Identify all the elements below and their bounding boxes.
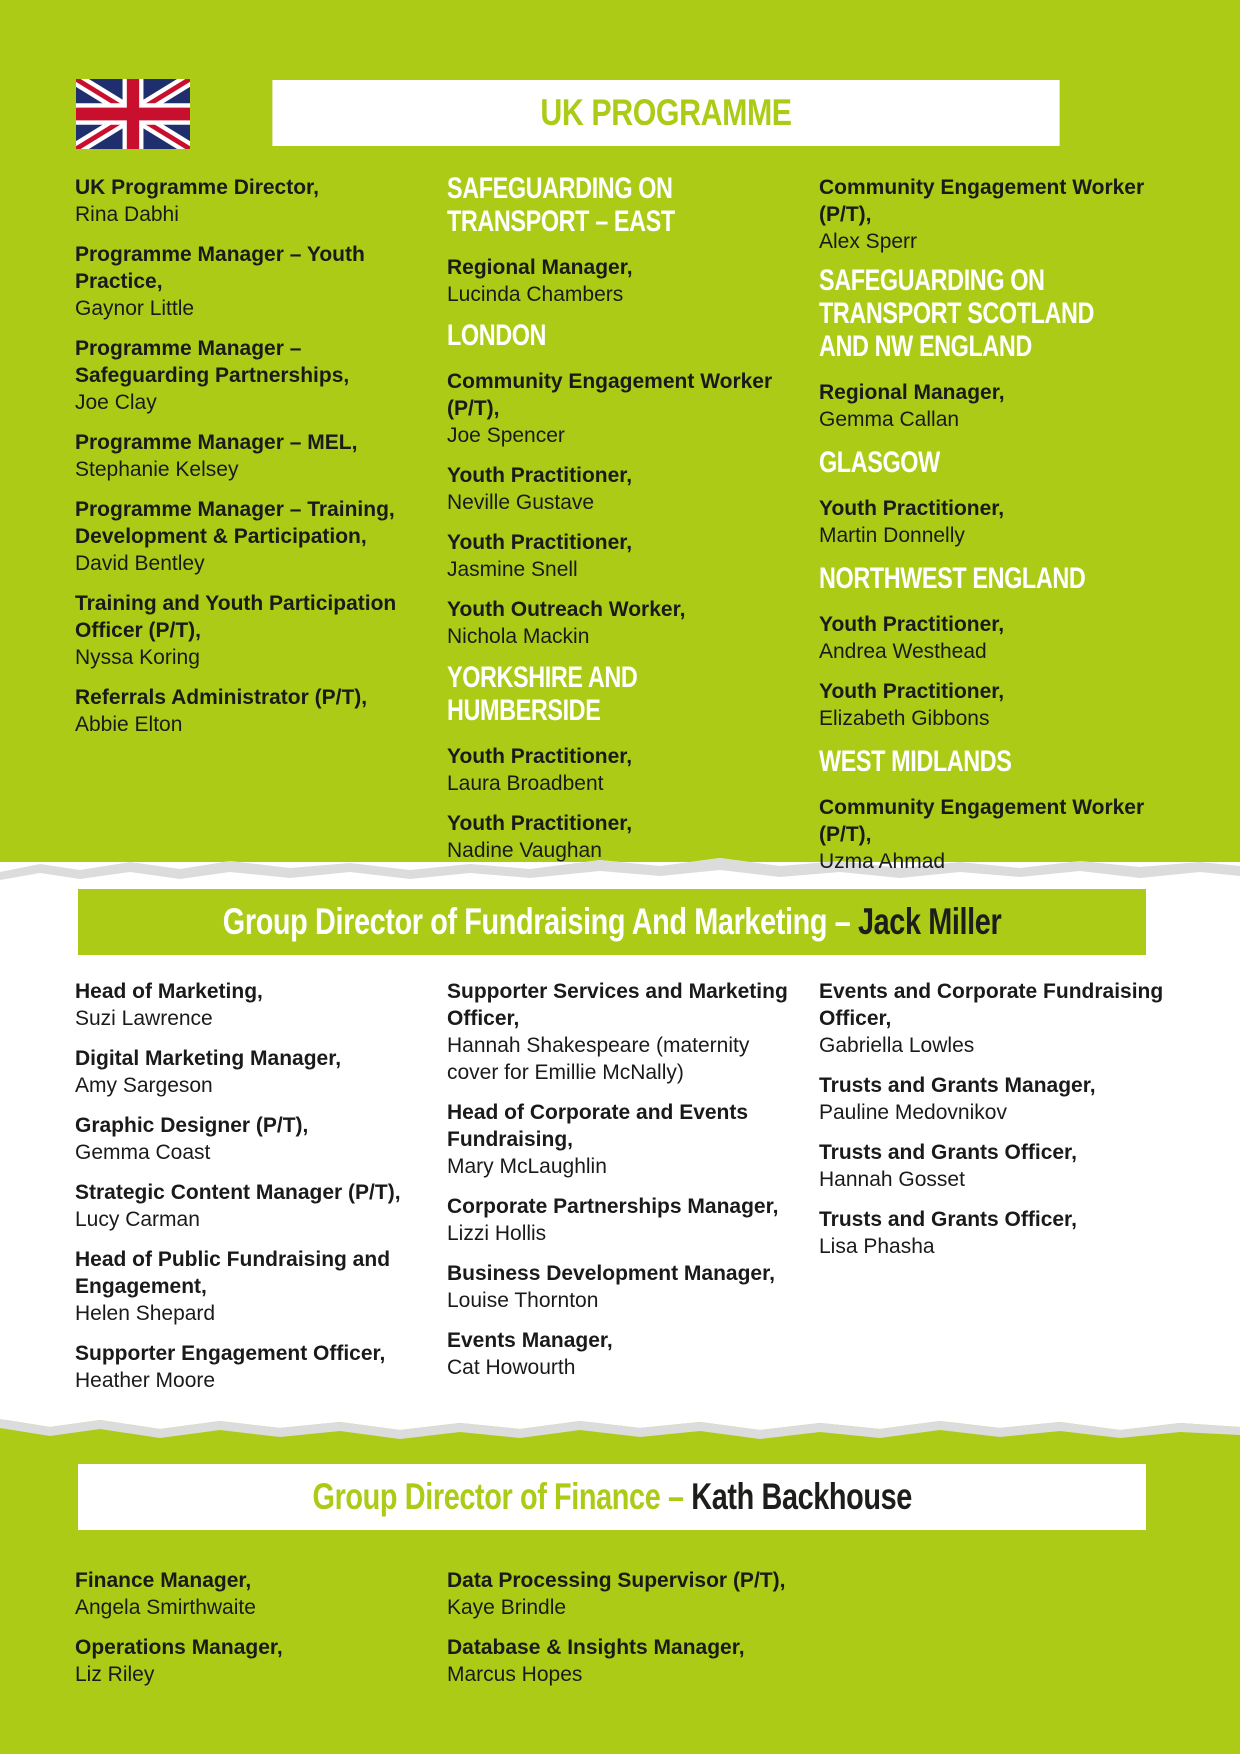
staff-name: Laura Broadbent: [447, 772, 604, 795]
staff-entry: [447, 596, 792, 650]
staff-name: Marcus Hopes: [447, 1663, 583, 1686]
uk-column-3: [819, 174, 1164, 888]
finance-title: Group Director of Finance –: [312, 1476, 684, 1517]
staff-role: Training and Youth Participation Officer (P/T),: [75, 592, 397, 642]
staff-role: Head of Public Fundraising and Engagement,: [75, 1248, 391, 1298]
staff-name: Martin Donnelly: [819, 524, 965, 547]
region-heading: NORTHWEST ENGLAND: [819, 562, 1086, 595]
staff-name: Heather Moore: [75, 1369, 216, 1392]
staff-role: Community Engagement Worker (P/T),: [819, 796, 1145, 846]
staff-name: Gaynor Little: [75, 297, 195, 320]
staff-entry: [447, 978, 792, 1086]
staff-role: Supporter Services and Marketing Officer,: [447, 980, 788, 1030]
staff-entry: [447, 743, 792, 797]
finance-column-1: [75, 1567, 420, 1701]
staff-role: Youth Practitioner,: [447, 812, 633, 835]
staff-name: Gemma Callan: [819, 408, 960, 431]
staff-entry: [75, 1179, 420, 1233]
staff-name: Pauline Medovnikov: [819, 1101, 1007, 1124]
finance-director-name: Kath Backhouse: [691, 1476, 912, 1517]
fundraising-director-name: Jack Miller: [857, 901, 1002, 942]
staff-name: Joe Clay: [75, 391, 157, 414]
staff-entry: [819, 978, 1164, 1059]
staff-name: Jasmine Snell: [447, 558, 578, 581]
staff-entry: [819, 174, 1164, 255]
staff-entry: [447, 254, 792, 308]
staff-role: Database & Insights Manager,: [447, 1636, 745, 1659]
staff-entry: [447, 1327, 792, 1381]
staff-role: Finance Manager,: [75, 1569, 252, 1592]
staff-name: Gabriella Lowles: [819, 1034, 975, 1057]
staff-name: Neville Gustave: [447, 491, 595, 514]
staff-name: Lizzi Hollis: [447, 1222, 547, 1245]
staff-entry: [75, 684, 420, 738]
staff-name: David Bentley: [75, 552, 205, 575]
staff-role: Trusts and Grants Officer,: [819, 1208, 1077, 1231]
staff-name: Lisa Phasha: [819, 1235, 935, 1258]
staff-entry: [75, 335, 420, 416]
staff-role: Trusts and Grants Manager,: [819, 1074, 1096, 1097]
uk-column-2: [447, 172, 792, 877]
staff-name: Cat Howourth: [447, 1356, 576, 1379]
staff-role: Head of Corporate and Events Fundraising,: [447, 1101, 749, 1151]
staff-name: Helen Shepard: [75, 1302, 216, 1325]
staff-entry: [447, 1193, 792, 1247]
staff-role: Graphic Designer (P/T),: [75, 1114, 309, 1137]
uk-programme-banner: [272, 80, 1059, 146]
region-heading: SAFEGUARDING ON TRANSPORT – EAST: [447, 172, 675, 238]
staff-entry: [75, 496, 420, 577]
staff-role: Youth Outreach Worker,: [447, 598, 686, 621]
staff-name: Hannah Gosset: [819, 1168, 965, 1191]
staff-role: Community Engagement Worker (P/T),: [819, 176, 1145, 226]
staff-entry: [819, 794, 1164, 875]
staff-name: Hannah Shakespeare (maternity cover for Emillie McNally): [447, 1034, 750, 1084]
staff-role: Corporate Partnerships Manager,: [447, 1195, 779, 1218]
staff-role: Youth Practitioner,: [447, 464, 633, 487]
staff-name: Amy Sargeson: [75, 1074, 213, 1097]
staff-name: Andrea Westhead: [819, 640, 987, 663]
torn-paper-divider: [0, 1405, 1240, 1453]
staff-name: Abbie Elton: [75, 713, 183, 736]
staff-name: Nadine Vaughan: [447, 839, 602, 862]
region-heading: YORKSHIRE AND HUMBERSIDE: [447, 661, 638, 727]
staff-name: Gemma Coast: [75, 1141, 211, 1164]
fundraising-title: Group Director of Fundraising And Marketing –: [222, 901, 851, 942]
staff-entry: [75, 1045, 420, 1099]
staff-entry: [75, 590, 420, 671]
staff-name: Lucinda Chambers: [447, 283, 624, 306]
staff-role: Strategic Content Manager (P/T),: [75, 1181, 401, 1204]
staff-role: Trusts and Grants Officer,: [819, 1141, 1077, 1164]
staff-name: Liz Riley: [75, 1663, 155, 1686]
fundraising-column-3: [819, 978, 1164, 1273]
staff-role: Head of Marketing,: [75, 980, 263, 1003]
finance-column-2: [447, 1567, 792, 1701]
staff-role: Data Processing Supervisor (P/T),: [447, 1569, 786, 1592]
staff-entry: [447, 1099, 792, 1180]
staff-entry: [75, 1567, 420, 1621]
staff-name: Mary McLaughlin: [447, 1155, 607, 1178]
staff-name: Lucy Carman: [75, 1208, 200, 1231]
staff-entry: [819, 1072, 1164, 1126]
staff-role: Digital Marketing Manager,: [75, 1047, 342, 1070]
staff-role: Regional Manager,: [819, 381, 1005, 404]
staff-role: Supporter Engagement Officer,: [75, 1342, 386, 1365]
uk-programme-title: UK PROGRAMME: [540, 92, 792, 133]
staff-entry: [447, 368, 792, 449]
staff-entry: [819, 678, 1164, 732]
staff-role: Programme Manager – Safeguarding Partnerships,: [75, 337, 350, 387]
fundraising-column-1: [75, 978, 420, 1407]
staff-name: Nichola Mackin: [447, 625, 590, 648]
staff-name: Alex Sperr: [819, 230, 918, 253]
staff-entry: [447, 1567, 792, 1621]
staff-name: Rina Dabhi: [75, 203, 179, 226]
staff-entry: [819, 611, 1164, 665]
fundraising-banner: [78, 889, 1146, 955]
staff-entry: [819, 1139, 1164, 1193]
staff-role: Referrals Administrator (P/T),: [75, 686, 368, 709]
staff-role: Programme Manager – MEL,: [75, 431, 358, 454]
staff-name: Uzma Ahmad: [819, 850, 946, 873]
staff-entry: [819, 379, 1164, 433]
region-heading: SAFEGUARDING ON TRANSPORT SCOTLAND AND NW ENGLAND: [819, 264, 1095, 363]
staff-role: Operations Manager,: [75, 1636, 283, 1659]
staff-role: Youth Practitioner,: [819, 680, 1005, 703]
staff-role: Youth Practitioner,: [447, 745, 633, 768]
staff-name: Joe Spencer: [447, 424, 565, 447]
staff-role: Community Engagement Worker (P/T),: [447, 370, 773, 420]
staff-entry: [75, 241, 420, 322]
staff-entry: [75, 174, 420, 228]
staff-role: Youth Practitioner,: [447, 531, 633, 554]
staff-name: Elizabeth Gibbons: [819, 707, 990, 730]
fundraising-column-2: [447, 978, 792, 1394]
staff-entry: [75, 1112, 420, 1166]
staff-entry: [447, 1260, 792, 1314]
region-heading: WEST MIDLANDS: [819, 745, 1012, 778]
staff-role: Regional Manager,: [447, 256, 633, 279]
staff-role: Youth Practitioner,: [819, 497, 1005, 520]
staff-name: Stephanie Kelsey: [75, 458, 239, 481]
staff-entry: [447, 810, 792, 864]
region-heading: GLASGOW: [819, 446, 940, 479]
staff-name: Angela Smirthwaite: [75, 1596, 256, 1619]
staff-entry: [819, 495, 1164, 549]
uk-column-1: [75, 174, 420, 751]
finance-banner: [78, 1464, 1146, 1530]
staff-entry: [447, 1634, 792, 1688]
region-heading: LONDON: [447, 319, 547, 352]
staff-entry: [75, 429, 420, 483]
staff-name: Suzi Lawrence: [75, 1007, 213, 1030]
staff-entry: [75, 1634, 420, 1688]
staff-role: Events and Corporate Fundraising Officer,: [819, 980, 1164, 1030]
staff-entry: [819, 1206, 1164, 1260]
staff-name: Kaye Brindle: [447, 1596, 567, 1619]
staff-role: Programme Manager – Training, Development & Participation,: [75, 498, 395, 548]
staff-name: Nyssa Koring: [75, 646, 200, 669]
staff-role: Programme Manager – Youth Practice,: [75, 243, 365, 293]
staff-role: Events Manager,: [447, 1329, 613, 1352]
union-jack-flag-icon: [76, 79, 190, 149]
staff-entry: [447, 462, 792, 516]
staff-role: UK Programme Director,: [75, 176, 319, 199]
staff-name: Louise Thornton: [447, 1289, 599, 1312]
staff-entry: [75, 978, 420, 1032]
staff-entry: [75, 1246, 420, 1327]
staff-role: Youth Practitioner,: [819, 613, 1005, 636]
staff-role: Business Development Manager,: [447, 1262, 775, 1285]
staff-entry: [75, 1340, 420, 1394]
staff-entry: [447, 529, 792, 583]
